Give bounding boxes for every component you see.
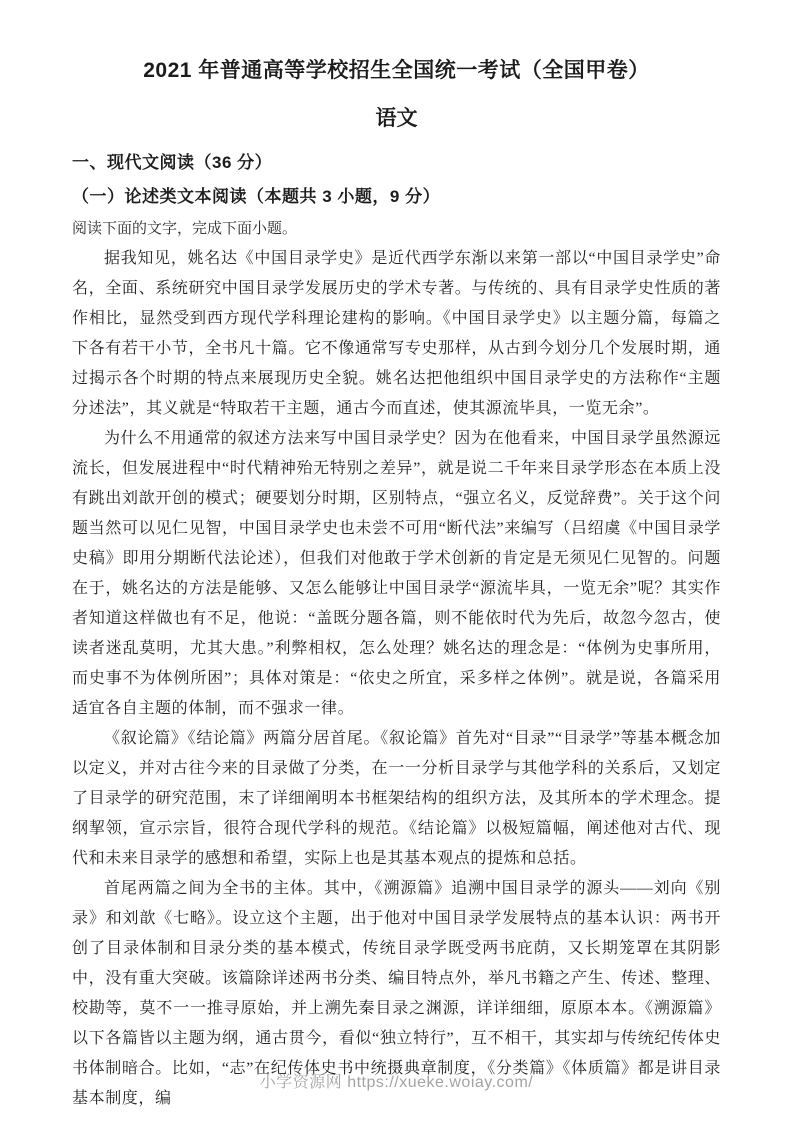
passage-paragraph-3: 《叙论篇》《结论篇》两篇分居首尾。《叙论篇》首先对“目录”“目录学”等基本概念加以定义，并对古往今来的目录做了分类，在一一分析目录学与其他学科的关系后，又划定了目录学的研究范围，末了详细阐明本书框架结构的组织方法，及其所本的学术理念。提纲挈领，宣示宗旨，很符合现代学科的规范。《结论篇》以极短篇幅，阐述他对古代、现代和未来目录学的感想和希望，实际上也是其基本观点的提炼和总括。	[72, 730, 721, 867]
passage-paragraph-4: 首尾两篇之间为全书的主体。其中，《溯源篇》追溯中国目录学的源头——刘向《别录》和刘歆《七略》。设立这个主题，出于他对中国目录学发展特点的基本认识：两书开创了目录体制和目录分类的基本模式，传统目录学既受两书庇荫，又长期笼罩在其阴影中，没有重大突破。该篇除详述两书分类、编目特点外，举凡书籍之产生、传述、整理、校勘等，莫不一一推寻原始，并上溯先秦目录之渊源，详详细细，原原本本。《溯源篇》以下各篇皆以主题为纲，通古贯今，看似“独立特行”，互不相干，其实却与传统纪传体史书体制暗合。比如，“志”在纪传体史书中统摄典章制度，《分类篇》《体质篇》都是讲目录基本制度，编	[72, 880, 721, 1107]
reading-passage	[72, 244, 721, 1114]
passage-paragraph-2: 为什么不用通常的叙述方法来写中国目录学史？因为在他看来，中国目录学虽然源远流长，但发展进程中“时代精神殆无特别之差异”，就是说二千年来目录学形态在本质上没有跳出刘歆开创的模式；硬要划分时期，区别特点，“强立名义，反觉辞费”。关于这个问题当然可以见仁见智，中国目录学史也未尝不可用“断代法”来编写（吕绍虞《中国目录学史稿》即用分期断代法论述），但我们对他敢于学术创新的肯定是无须见仁见智的。问题在于，姚名达的方法是能够、又怎么能够让中国目录学“源流毕具，一览无余”呢？其实作者知道这样做也有不足，他说：“盖既分题各篇，则不能依时代为先后，故忽今忽古，使读者迷乱莫明，尤其大患。”利弊相权，怎么处理？姚名达的理念是：“体例为史事所用，而史事不为体例所困”；具体对策是：“依史之所宜，采多样之体例”。就是说，各篇采用适宜各自主题的体制，而不强求一律。	[72, 430, 721, 717]
reading-instruction: 阅读下面的文字，完成下面小题。	[72, 221, 298, 237]
document-title: 2021 年普通高等学校招生全国统一考试（全国甲卷）	[143, 59, 650, 82]
document-subject-title: 语文	[375, 107, 418, 130]
site-watermark: 小学资源网 https://xueke.woiay.com/	[259, 1074, 534, 1091]
section-heading-modern-reading: 一、现代文阅读（36 分）	[72, 153, 273, 172]
passage-paragraph-1: 据我知见，姚名达《中国目录学史》是近代西学东渐以来第一部以“中国目录学史”命名，全面、系统研究中国目录学发展历史的学术专著。与传统的、具有目录学史性质的著作相比，显然受到西方现代学科理论建构的影响。《中国目录学史》以主题分篇，每篇之下各有若干小节，全书凡十篇。它不像通常写专史那样，从古到今划分几个发展时期，通过揭示各个时期的特点来展现历史全貌。姚名达把他组织中国目录学史的方法称作“主题分述法”，其义就是“特取若干主题，通古今而直述，使其源流毕具，一览无余”。	[72, 250, 721, 417]
subsection-heading-argumentative-reading: （一）论述类文本阅读（本题共 3 小题，9 分）	[72, 187, 441, 206]
